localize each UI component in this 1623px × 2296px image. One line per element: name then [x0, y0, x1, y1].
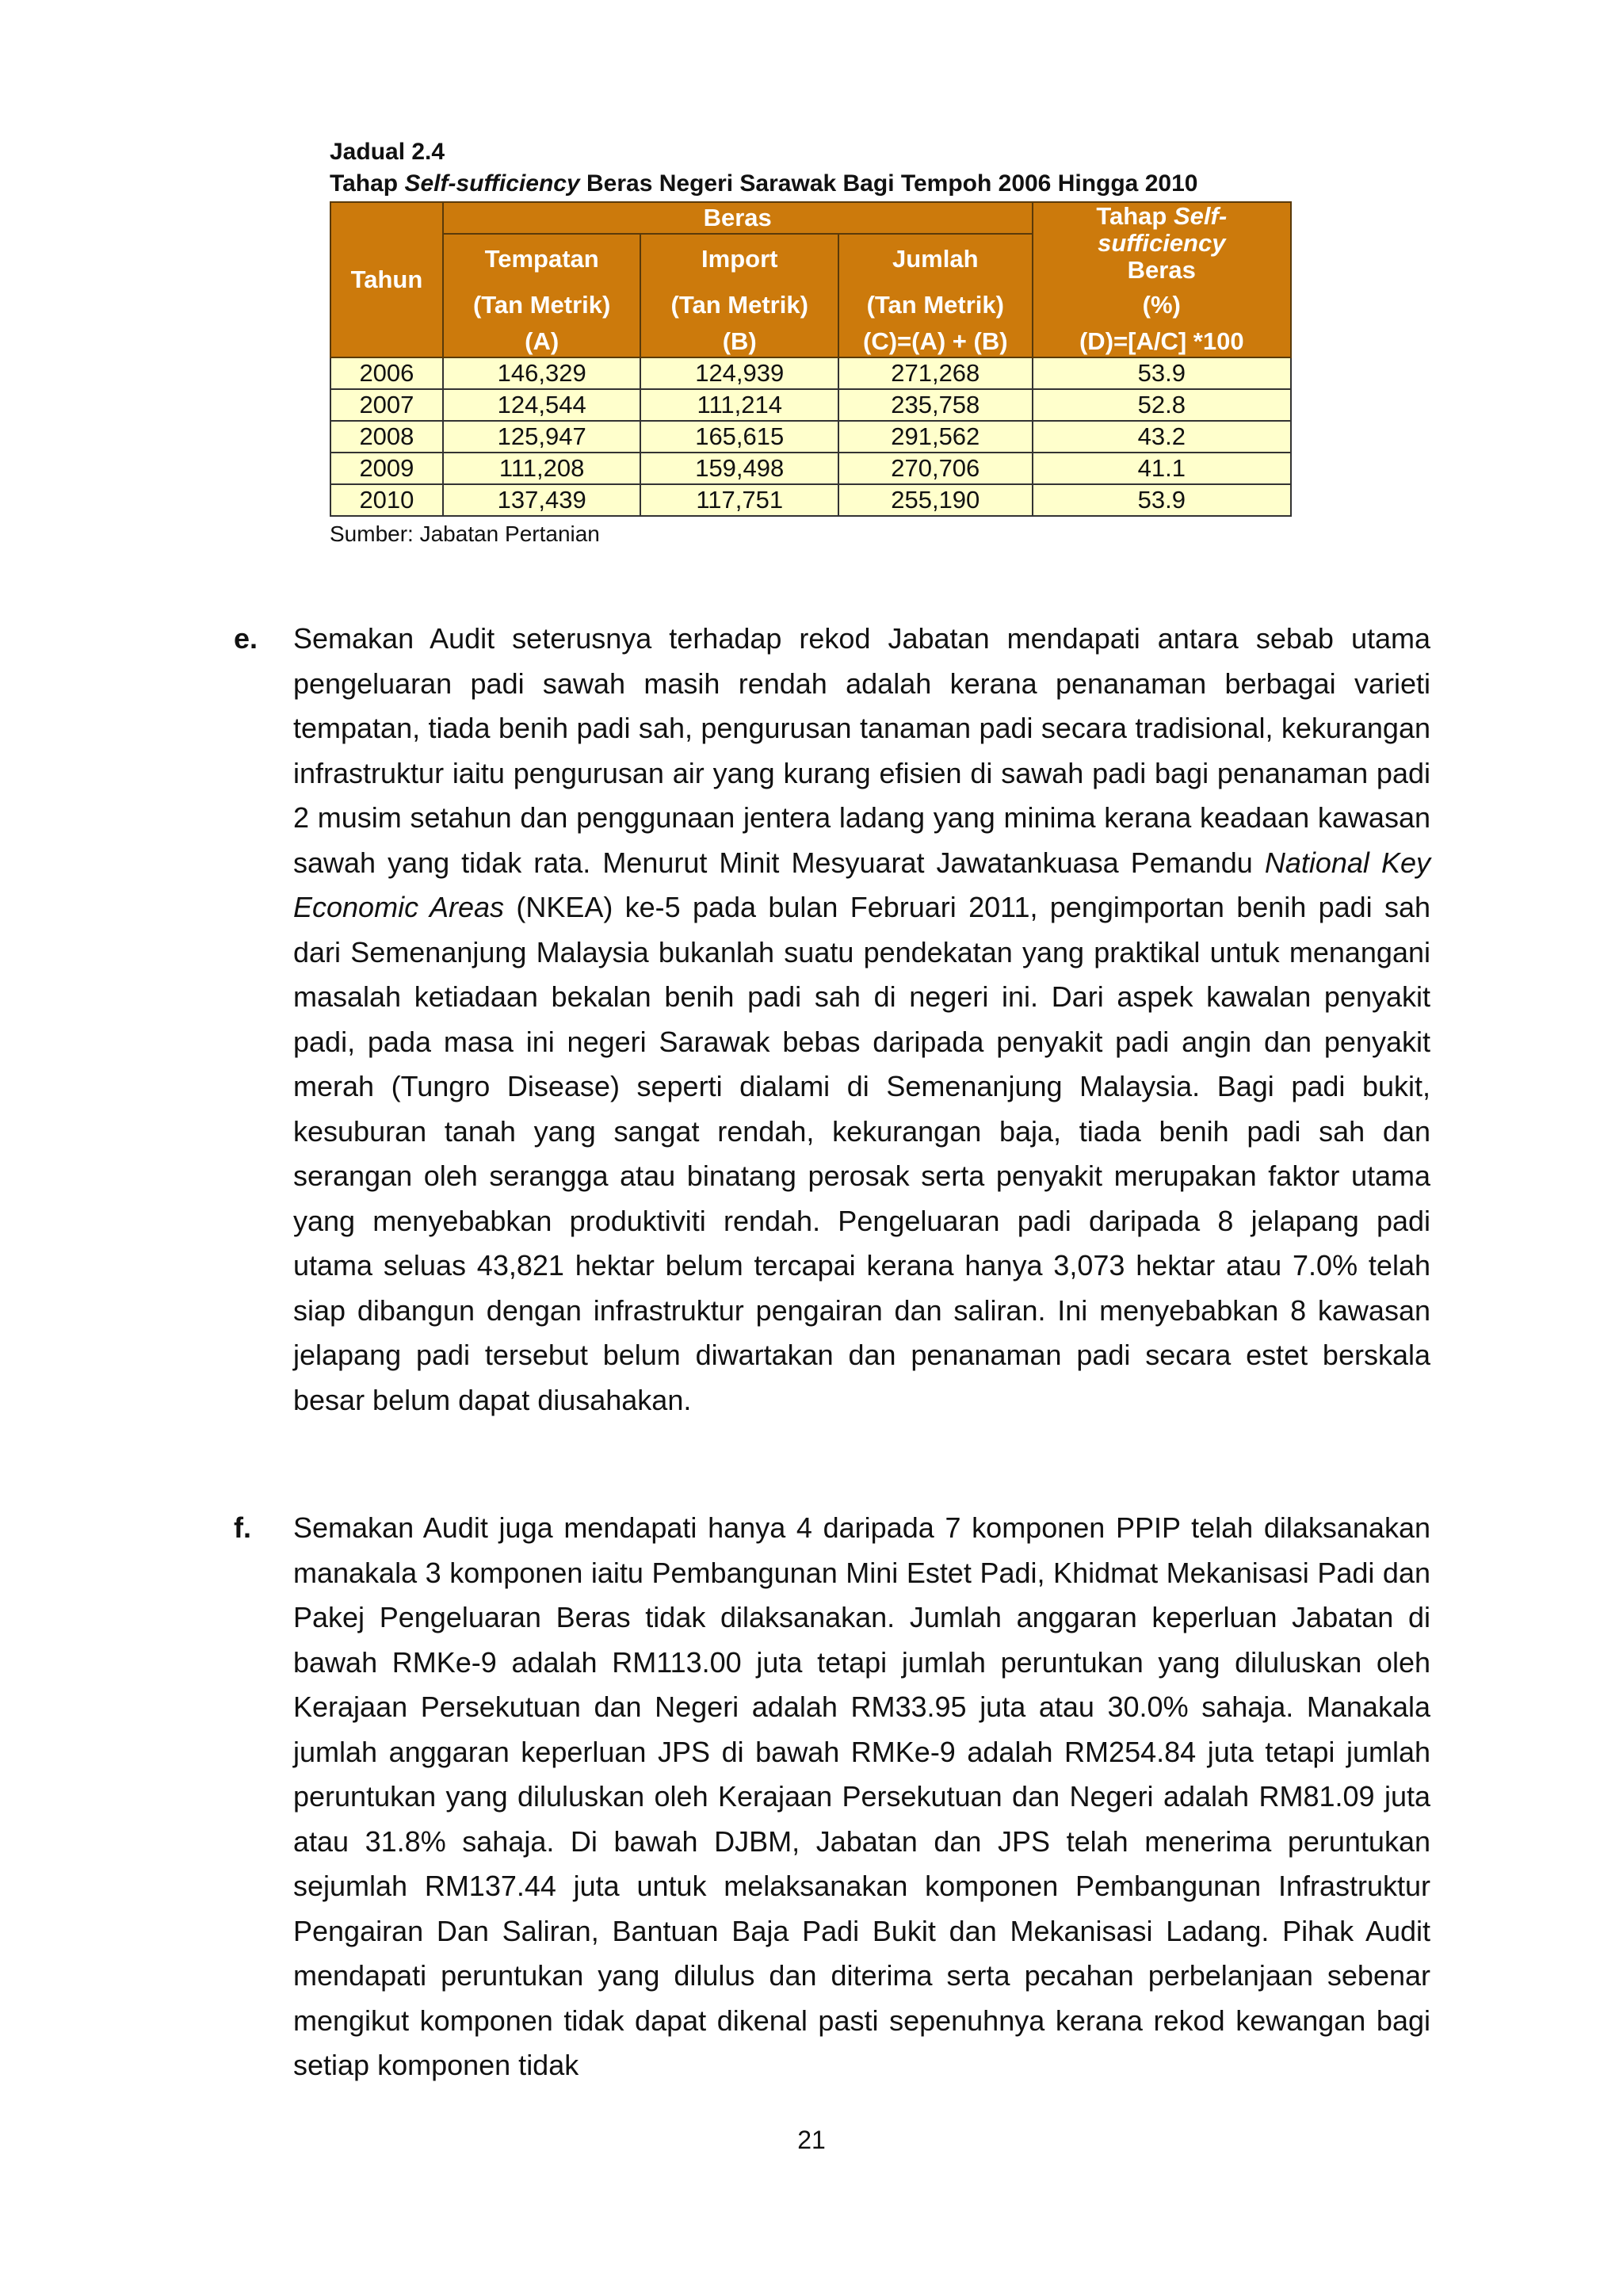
- header-import: Import: [640, 234, 838, 284]
- table-title-italic: Self-sufficiency: [404, 170, 580, 197]
- paragraph-f-text: Semakan Audit juga mendapati hanya 4 daripada 7 komponen PPIP telah dilaksanakan manakala 3 komponen iaitu Pembangunan Mini Estet Padi, Khidmat Mekanisasi Padi dan Pakej Pengeluaran Beras tidak dilaksanakan. Jumlah anggaran keperluan Jabatan di bawah RMKe-9 adalah RM113.00 juta tetapi jumlah peruntukan yang diluluskan oleh Kerajaan Persekutuan dan Negeri adalah RM33.95 juta atau 30.0% sahaja. Manakala jumlah anggaran keperluan JPS di bawah RMKe-9 adalah RM254.84 juta tetapi jumlah peruntukan yang diluluskan oleh Kerajaan Persekutuan dan Negeri adalah RM81.09 juta atau 31.8% sahaja. Di bawah DJBM, Jabatan dan JPS telah menerima peruntukan sejumlah RM137.44 juta untuk melaksanakan komponen Pembangunan Infrastruktur Pengairan Dan Saliran, Bantuan Baja Padi Bukit dan Mekanisasi Ladang. Pihak Audit mendapati peruntukan yang dilulus dan diterima serta pecahan perbelanjaan sebenar mengikut komponen tidak dapat dikenal pasti sepenuhnya kerana rekod kewangan bagi setiap komponen tidak: [293, 1511, 1430, 2081]
- cell-tahap: 43.2: [1033, 421, 1291, 453]
- header-tahap: [1033, 202, 1291, 284]
- cell-tahun: 2009: [330, 453, 443, 484]
- table-row: [330, 453, 1291, 484]
- page-number: 21: [797, 2126, 826, 2154]
- cell-tempatan: 111,208: [443, 453, 641, 484]
- paragraph-e-marker: e.: [234, 622, 258, 655]
- header-col-d: (D)=[A/C] *100: [1033, 327, 1291, 357]
- table-row: [330, 357, 1291, 389]
- cell-jumlah: 270,706: [838, 453, 1033, 484]
- header-jumlah: Jumlah: [838, 234, 1033, 284]
- paragraph-e-text-before: Semakan Audit seterusnya terhadap rekod Jabatan mendapati antara sebab utama pengeluaran padi sawah masih rendah adalah kerana penanaman berbagai varieti tempatan, tiada benih padi sah, pengurusan tanaman padi secara tradisional, kekurangan infrastruktur iaitu pengurusan air yang kurang efisien di sawah padi bagi penanaman padi 2 musim setahun dan penggunaan jentera ladang yang minima kerana keadaan kawasan sawah yang tidak rata. Menurut Minit Mesyuarat Jawatankuasa Pemandu: [293, 622, 1430, 879]
- header-tahap-beras: Beras: [1127, 256, 1196, 284]
- paragraph-e: [234, 617, 1430, 1423]
- header-jumlah-unit: (Tan Metrik): [838, 284, 1033, 327]
- paragraph-e-text-italic: National Key Economic Areas: [293, 846, 1430, 923]
- cell-tahun: 2008: [330, 421, 443, 453]
- paragraph-f-marker: f.: [234, 1511, 251, 1544]
- header-import-unit: (Tan Metrik): [640, 284, 838, 327]
- header-col-c: (C)=(A) + (B): [838, 327, 1033, 357]
- cell-import: 159,498: [640, 453, 838, 484]
- table-title: [330, 168, 1312, 200]
- cell-tahun: 2010: [330, 484, 443, 516]
- paragraph-e-text-after: (NKEA) ke-5 pada bulan Februari 2011, pengimportan benih padi sah dari Semenanjung Malaysia bukanlah suatu pendekatan yang praktikal untuk menangani masalah ketiadaan bekalan benih padi sah di negeri ini. Dari aspek kawalan penyakit padi, pada masa ini negeri Sarawak bebas daripada penyakit padi angin dan penyakit merah (Tungro Disease) seperti dialami di Semenanjung Malaysia. Bagi padi bukit, kesuburan tanah yang sangat rendah, kekurangan baja, tiada benih padi sah dan serangan oleh serangga atau binatang perosak serta penyakit merupakan faktor utama yang menyebabkan produktiviti rendah. Pengeluaran padi daripada 8 jelapang padi utama seluas 43,821 hektar belum tercapai kerana hanya 3,073 hektar atau 7.0% telah siap dibangun dengan infrastruktur pengairan dan saliran. Ini menyebabkan 8 kawasan jelapang padi tersebut belum diwartakan dan penanaman padi secara estet berskala besar belum dapat diusahakan.: [293, 891, 1430, 1416]
- cell-import: 124,939: [640, 357, 838, 389]
- cell-jumlah: 271,268: [838, 357, 1033, 389]
- cell-tahun: 2007: [330, 389, 443, 421]
- cell-jumlah: 291,562: [838, 421, 1033, 453]
- header-tahap-unit: (%): [1033, 284, 1291, 327]
- table-row: [330, 484, 1291, 516]
- cell-import: 117,751: [640, 484, 838, 516]
- cell-tahap: 53.9: [1033, 484, 1291, 516]
- paragraph-e-text: [293, 617, 1430, 1423]
- cell-tahun: 2006: [330, 357, 443, 389]
- cell-tempatan: 124,544: [443, 389, 641, 421]
- cell-tempatan: 146,329: [443, 357, 641, 389]
- header-tahap-italic: Self-sufficiency: [1098, 202, 1228, 257]
- table-title-before: Tahap: [330, 170, 405, 197]
- cell-jumlah: 235,758: [838, 389, 1033, 421]
- header-col-a: (A): [443, 327, 641, 357]
- table-block: [330, 136, 1312, 550]
- table-row: [330, 389, 1291, 421]
- header-tempatan-unit: (Tan Metrik): [443, 284, 641, 327]
- table-label: Jadual 2.4: [330, 139, 445, 165]
- header-beras: Beras: [443, 202, 1033, 234]
- cell-tahap: 53.9: [1033, 357, 1291, 389]
- header-col-b: (B): [640, 327, 838, 357]
- self-sufficiency-table: [330, 201, 1292, 517]
- cell-jumlah: 255,190: [838, 484, 1033, 516]
- header-tahap-text: Tahap: [1096, 202, 1174, 230]
- cell-import: 165,615: [640, 421, 838, 453]
- cell-tahap: 41.1: [1033, 453, 1291, 484]
- table-title-after: Beras Negeri Sarawak Bagi Tempoh 2006 Hingga 2010: [579, 170, 1198, 197]
- cell-tempatan: 125,947: [443, 421, 641, 453]
- table-row: [330, 421, 1291, 453]
- table-source: Sumber: Jabatan Pertanian: [330, 521, 600, 546]
- paragraph-f: [234, 1506, 1430, 2088]
- cell-tempatan: 137,439: [443, 484, 641, 516]
- header-tahun: Tahun: [330, 202, 443, 357]
- cell-import: 111,214: [640, 389, 838, 421]
- cell-tahap: 52.8: [1033, 389, 1291, 421]
- header-tempatan: Tempatan: [443, 234, 641, 284]
